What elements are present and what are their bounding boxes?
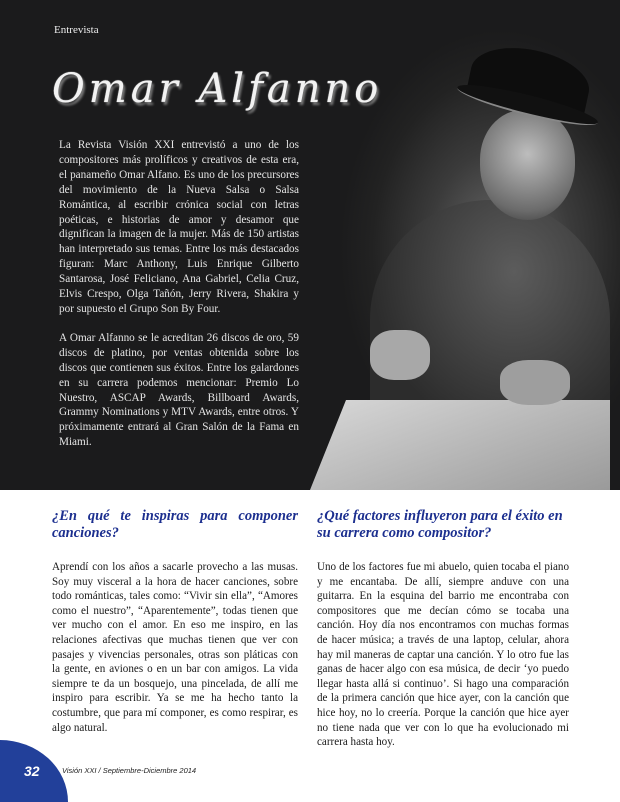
interview-column-right (317, 508, 569, 750)
footer-publication: Visión XXI / Septiembre-Diciembre 2014 (62, 766, 197, 775)
intro-text (59, 138, 299, 464)
interview-answer: Aprendí con los años a sacarle provecho a las musas. Soy muy visceral a la hora de hacer canciones, sobre todo románticas, tales como: “Vivir sin ella”, “Amores como el nuestro”, “Aparentemente”, todas tienen que ver mucho con el amor. En eso me inspiro, en las relaciones afectivas que muchas tienen que ver con pasajes y vivencias personales, otras son pláticas con la gente, en aviones o en un bar con amigos. La vida siempre te da un bosquejo, una pincelada, de allí me inspiro para escribir. Ya se me ha hecho tanto la costumbre, que para mí componer, es como respirar, es algo natural. (52, 561, 298, 734)
intro-paragraph: La Revista Visión XXI entrevistó a uno de los compositores más prolíficos y creativos de esta era, el panameño Omar Alfano. Es uno de los precursores del movimiento de la Nueva Salsa o Salsa Romántica, al escribir crónica social con letras poéticas, e historias de amor y desamor que dignifican la imagen de la mujer. Más de 150 artistas han interpretado sus temas. Entre los más destacados figuran: Marc Anthony, Luis Enrique Gilberto Santarosa, José Feliciano, Ana Gabriel, Celia Cruz, Elvis Crespo, Olga Tañón, Jerry Rivera, Shakira y por supuesto el Grupo Son By Four. (59, 139, 299, 315)
photo-hand (370, 330, 430, 380)
photo-hand (500, 360, 570, 405)
interview-question: ¿En qué te inspiras para componer canciones? (52, 508, 298, 541)
intro-paragraph: A Omar Alfanno se le acreditan 26 discos de oro, 59 discos de platino, por ventas obtenida sobre los discos que contienen sus éxitos. Entre los galardones en su carrera podemos mencionar: Premio Lo Nuestro, ASCAP Awards, Billboard Awards, Grammy Nominations y MTV Awards, entre otros. Y próximamente entrará al Gran Salón de la Fama en Miami. (59, 331, 299, 449)
section-label: Entrevista (54, 24, 99, 36)
interview-answer: Uno de los factores fue mi abuelo, quien tocaba el piano y me encantaba. De allí, siempre anduve con una guitarra. En la esquina del barrio me encontraba con compositores que me decían cómo se tocaba una canción. Hoy día nos encontramos con muchas formas de hacer música; a través de una laptop, celular, ahora hay mil maneras de captar una canción. Y lo otro fue las ganas de hacer algo con esa música, de decir ‘yo puedo llegar hasta allá si continuo’. Si hago una comparación de la primera canción que hice ayer, con la canción que hice hoy, no lo creería. Porque la canción que hice ayer no tiene nada que ver con lo que ha evolucionado mi carrera hasta hoy. (317, 561, 569, 749)
article-title: Omar Alfanno (52, 66, 383, 112)
page-number: 32 (24, 763, 40, 779)
interview-column-left (52, 508, 298, 735)
photo-face (480, 110, 575, 220)
photo-paper (310, 400, 610, 490)
interview-question: ¿Qué factores influyeron para el éxito en su carrera como compositor? (317, 508, 563, 541)
